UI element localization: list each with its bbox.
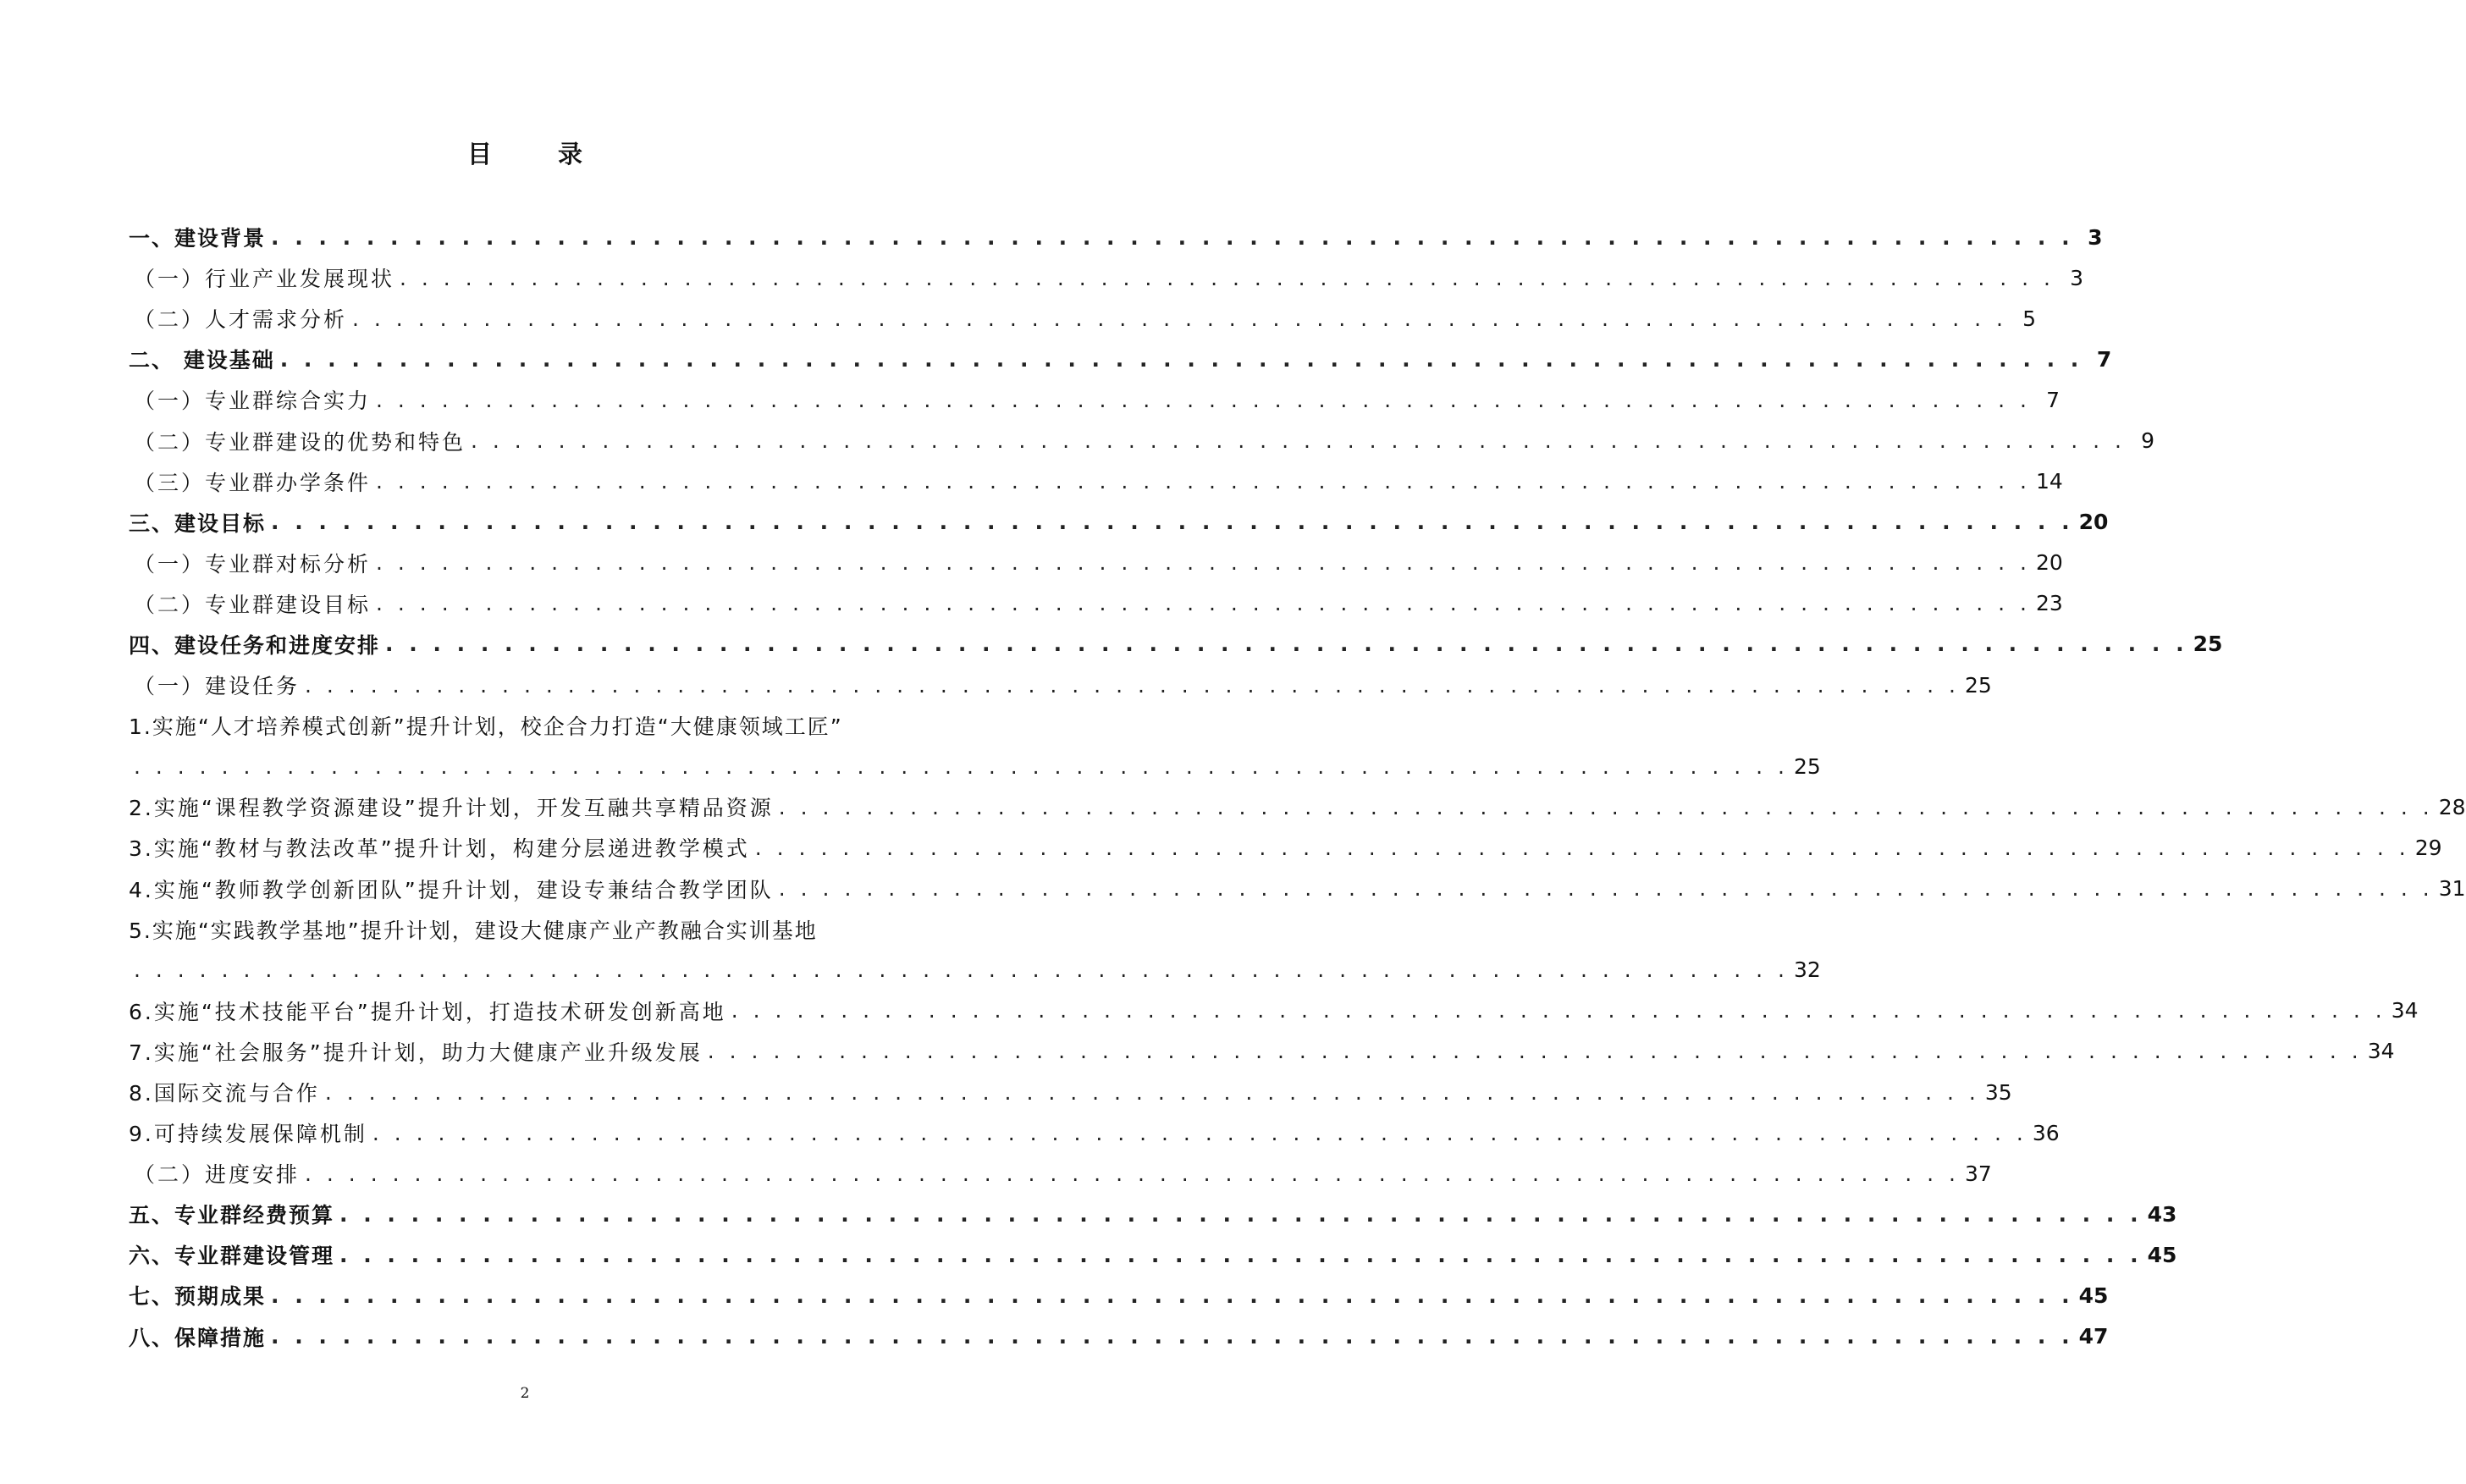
toc-entry-label: （一）专业群对标分析: [134, 551, 372, 576]
toc-entry-label: （二）专业群建设目标: [134, 592, 372, 617]
toc-entry[interactable]: [129, 1316, 2109, 1357]
table-of-contents: [129, 217, 2466, 1357]
toc-entry-page: 37: [1964, 1161, 1992, 1186]
toc-entry-page: 25: [2193, 632, 2223, 657]
dot-leader: . . . . . . . . . . . . . . . . . . . . . . . . . . . . . . . . . . . . . . . . . . . . . . . . . . . . . . . . . . . . . . . . . . . . . . . . . . . .: [385, 632, 2188, 657]
dot-leader: . . . . . . . . . . . . . . . . . . . . . . . . . . . . . . . . . . . . . . . . . . . . . . . . . . . . . . . . . . . . . . . . . . . . . . . . . . . .: [707, 1039, 2363, 1064]
toc-entry-label: 1.实施“人才培养模式创新”提升计划，校企合力打造“大健康领域工匠”: [129, 714, 843, 740]
dot-leader: . . . . . . . . . . . . . . . . . . . . . . . . . . . . . . . . . . . . . . . . . . . . . . . . . . . . . . . . . . . . . . . . . . . . . . . . . . . .: [271, 224, 2074, 250]
dot-leader: . . . . . . . . . . . . . . . . . . . . . . . . . . . . . . . . . . . . . . . . . . . . . . . . . . . . . . . . . . . . . . . . . . . . . . . . . . . .: [339, 1242, 2143, 1267]
toc-entry[interactable]: [129, 1234, 2177, 1275]
toc-entry-label: 三、建设目标: [129, 510, 267, 536]
toc-entry-label: 6.实施“技术技能平台”提升计划，打造技术研发创新高地: [129, 999, 726, 1024]
dot-leader: . . . . . . . . . . . . . . . . . . . . . . . . . . . . . . . . . . . . . . . . . . . . . . . . . . . . . . . . . . . . . . . . . . . . . . . . . . . .: [271, 510, 2074, 535]
dot-leader: . . . . . . . . . . . . . . . . . . . . . . . . . . . . . . . . . . . . . . . . . . . . . . . . . . . . . . . . . . . . . . . . . . . . . . . . . . . .: [134, 957, 1789, 983]
dot-leader: . . . . . . . . . . . . . . . . . . . . . . . . . . . . . . . . . . . . . . . . . . . . . . . . . . . . . . . . . . . . . . . . . . . . . . . . . . . .: [400, 265, 2055, 290]
toc-entry-page: 7: [2046, 387, 2060, 412]
toc-entry-page: 47: [2078, 1324, 2109, 1349]
toc-entry-page: 35: [1984, 1079, 2012, 1105]
toc-entry-page: 45: [2078, 1283, 2109, 1308]
dot-leader: . . . . . . . . . . . . . . . . . . . . . . . . . . . . . . . . . . . . . . . . . . . . . . . . . . . . . . . . . . . . . . . . . . . . . . . . . . . .: [271, 1324, 2074, 1349]
toc-entry-page: 29: [2414, 835, 2442, 860]
dot-leader: . . . . . . . . . . . . . . . . . . . . . . . . . . . . . . . . . . . . . . . . . . . . . . . . . . . . . . . . . . . . . . . . . . . . . . . . . . . .: [339, 1201, 2143, 1227]
dot-leader: . . . . . . . . . . . . . . . . . . . . . . . . . . . . . . . . . . . . . . . . . . . . . . . . . . . . . . . . . . . . . . . . . . . . . . . . . . . .: [376, 387, 2031, 412]
toc-entry-label: 二、 建设基础: [129, 348, 275, 373]
toc-entry[interactable]: [129, 624, 2223, 665]
toc-entry-label: 7.实施“社会服务”提升计划，助力大健康产业升级发展: [129, 1040, 703, 1065]
toc-entry-page: 23: [2035, 591, 2063, 616]
toc-entry-label: （二）人才需求分析: [134, 307, 348, 333]
dot-leader: . . . . . . . . . . . . . . . . . . . . . . . . . . . . . . . . . . . . . . . . . . . . . . . . . . . . . . . . . . . . . . . . . . . . . . . . . . . .: [305, 672, 1960, 698]
dot-leader: . . . . . . . . . . . . . . . . . . . . . . . . . . . . . . . . . . . . . . . . . . . . . . . . . . . . . . . . . . . . . . . . . . . . . . . . . . . .: [372, 1120, 2027, 1145]
toc-entry-page: 7: [2096, 346, 2112, 372]
toc-entry[interactable]: [129, 827, 2442, 868]
toc-entry[interactable]: [129, 1275, 2109, 1316]
toc-entry-label: （一）专业群综合实力: [134, 389, 372, 414]
toc-entry-page: 5: [2022, 306, 2036, 331]
dot-leader: . . . . . . . . . . . . . . . . . . . . . . . . . . . . . . . . . . . . . . . . . . . . . . . . . . . . . . . . . . . . . . . . . . . . . . . . . . . .: [376, 469, 2031, 494]
toc-entry-label: 2.实施“课程教学资源建设”提升计划，开发互融共享精品资源: [129, 796, 774, 821]
toc-entry[interactable]: [129, 502, 2109, 543]
toc-entry-label: （一）建设任务: [134, 674, 301, 699]
toc-entry-page: 32: [1793, 957, 1821, 983]
toc-entry-label: 四、建设任务和进度安排: [129, 632, 381, 658]
toc-entry-label: （一）行业产业发展现状: [134, 267, 395, 292]
page-number: 2: [520, 1385, 530, 1402]
toc-entry-page: 25: [1964, 672, 1992, 698]
toc-entry[interactable]: [129, 1072, 2012, 1112]
dot-leader: . . . . . . . . . . . . . . . . . . . . . . . . . . . . . . . . . . . . . . . . . . . . . . . . . . . . . . . . . . . . . . . . . . . . . . . . . . . .: [731, 998, 2386, 1023]
dot-leader: . . . . . . . . . . . . . . . . . . . . . . . . . . . . . . . . . . . . . . . . . . . . . . . . . . . . . . . . . . . . . . . . . . . . . . . . . . . .: [754, 835, 2410, 860]
dot-leader: . . . . . . . . . . . . . . . . . . . . . . . . . . . . . . . . . . . . . . . . . . . . . . . . . . . . . . . . . . . . . . . . . . . . . . . . . . . .: [271, 1283, 2074, 1308]
toc-entry-page: 34: [2367, 1039, 2395, 1064]
dot-leader: . . . . . . . . . . . . . . . . . . . . . . . . . . . . . . . . . . . . . . . . . . . . . . . . . . . . . . . . . . . . . . . . . . . . . . . . . . . .: [134, 753, 1789, 779]
toc-entry[interactable]: [129, 583, 2063, 624]
dot-leader: . . . . . . . . . . . . . . . . . . . . . . . . . . . . . . . . . . . . . . . . . . . . . . . . . . . . . . . . . . . . . . . . . . . . . . . . . . . .: [279, 346, 2083, 372]
toc-entry[interactable]: [129, 950, 1821, 990]
toc-entry-label: 七、预期成果: [129, 1284, 267, 1310]
toc-entry-page: 9: [2141, 428, 2154, 454]
dot-leader: . . . . . . . . . . . . . . . . . . . . . . . . . . . . . . . . . . . . . . . . . . . . . . . . . . . . . . . . . . . . . . . . . . . . . . . . . . . .: [376, 591, 2031, 616]
toc-entry-label: 5.实施“实践教学基地”提升计划，建设大健康产业产教融合实训基地: [129, 918, 818, 943]
dot-leader: . . . . . . . . . . . . . . . . . . . . . . . . . . . . . . . . . . . . . . . . . . . . . . . . . . . . . . . . . . . . . . . . . . . . . . . . . . . .: [352, 306, 2007, 331]
toc-entry-label: 9.可持续发展保障机制: [129, 1122, 367, 1147]
toc-entry[interactable]: [129, 339, 2112, 379]
dot-leader: . . . . . . . . . . . . . . . . . . . . . . . . . . . . . . . . . . . . . . . . . . . . . . . . . . . . . . . . . . . . . . . . . . . . . . . . . . . .: [305, 1161, 1960, 1186]
toc-entry-page: 3: [2070, 265, 2083, 290]
toc-entry[interactable]: [129, 217, 2103, 257]
toc-entry-page: 14: [2035, 469, 2063, 494]
toc-entry[interactable]: [129, 543, 2063, 583]
toc-entry-label: 五、专业群经费预算: [129, 1203, 335, 1228]
toc-entry[interactable]: [129, 1112, 2060, 1153]
toc-entry[interactable]: [129, 786, 2466, 827]
toc-entry[interactable]: [129, 461, 2063, 502]
toc-entry[interactable]: [129, 379, 2060, 420]
toc-entry[interactable]: [129, 257, 2083, 298]
toc-entry-page: 45: [2147, 1242, 2177, 1267]
toc-entry-label: （二）进度安排: [134, 1162, 301, 1188]
toc-title: 目 录: [466, 140, 612, 168]
toc-entry-page: 25: [1793, 753, 1821, 779]
toc-entry-page: 34: [2391, 998, 2419, 1023]
toc-entry[interactable]: [129, 869, 2466, 909]
toc-entry-page: 28: [2438, 794, 2466, 819]
toc-entry-label: 六、专业群建设管理: [129, 1244, 335, 1269]
toc-entry-label: （二）专业群建设的优势和特色: [134, 429, 466, 455]
toc-entry-label: 8.国际交流与合作: [129, 1081, 320, 1106]
toc-entry[interactable]: [129, 1031, 2395, 1072]
dot-leader: . . . . . . . . . . . . . . . . . . . . . . . . . . . . . . . . . . . . . . . . . . . . . . . . . . . . . . . . . . . . . . . . . . . . . . . . . . . .: [324, 1079, 1980, 1105]
toc-entry[interactable]: [129, 1194, 2177, 1234]
toc-entry[interactable]: [129, 990, 2419, 1031]
toc-entry-label: 4.实施“教师教学创新团队”提升计划，建设专兼结合教学团队: [129, 877, 774, 902]
toc-entry-page: 3: [2088, 224, 2103, 250]
dot-leader: . . . . . . . . . . . . . . . . . . . . . . . . . . . . . . . . . . . . . . . . . . . . . . . . . . . . . . . . . . . . . . . . . . . . . . . . . . . .: [376, 550, 2031, 576]
toc-entry-label: （三）专业群办学条件: [134, 470, 372, 495]
toc-entry[interactable]: [129, 665, 1992, 705]
toc-entry-page: 43: [2147, 1201, 2177, 1227]
toc-entry-label: 一、建设背景: [129, 226, 267, 251]
dot-leader: . . . . . . . . . . . . . . . . . . . . . . . . . . . . . . . . . . . . . . . . . . . . . . . . . . . . . . . . . . . . . . . . . . . . . . . . . . . .: [471, 428, 2126, 454]
toc-entry-page: 31: [2438, 876, 2466, 902]
toc-entry-page: 20: [2078, 510, 2109, 535]
toc-entry[interactable]: [129, 746, 1821, 786]
toc-entry-page: 36: [2032, 1120, 2060, 1145]
dot-leader: . . . . . . . . . . . . . . . . . . . . . . . . . . . . . . . . . . . . . . . . . . . . . . . . . . . . . . . . . . . . . . . . . . . . . . . . . . . .: [778, 794, 2434, 819]
dot-leader: . . . . . . . . . . . . . . . . . . . . . . . . . . . . . . . . . . . . . . . . . . . . . . . . . . . . . . . . . . . . . . . . . . . . . . . . . . . .: [778, 876, 2434, 902]
toc-entry[interactable]: [129, 420, 2154, 461]
toc-entry-label: 3.实施“教材与教法改革”提升计划，构建分层递进教学模式: [129, 836, 750, 862]
toc-entry-label: 八、保障措施: [129, 1325, 267, 1350]
toc-entry[interactable]: [129, 298, 2036, 339]
toc-entry[interactable]: [129, 1153, 1992, 1194]
toc-entry-page: 20: [2035, 550, 2063, 576]
